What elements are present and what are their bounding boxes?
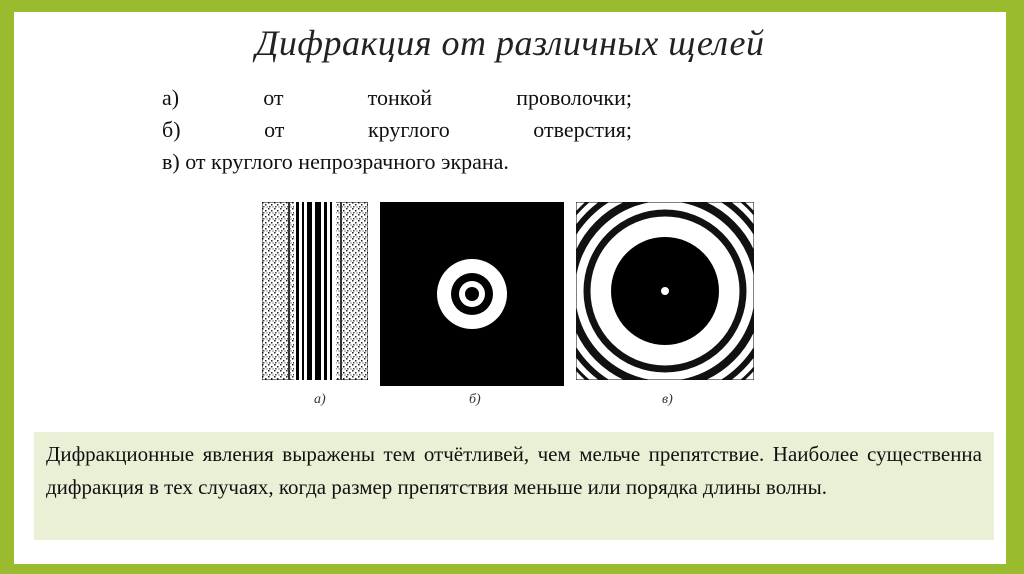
list-item-a-word3: проволочки; [516, 85, 632, 110]
figure-hole-pattern [380, 202, 564, 386]
case-list [162, 82, 632, 178]
figure-a-caption: а) [314, 392, 326, 407]
list-item-a [162, 82, 632, 114]
list-item-b-word3: отверстия; [533, 117, 632, 142]
figure-c-caption: в) [662, 392, 673, 407]
figure-disk-pattern [576, 202, 754, 380]
figure-wire-pattern [262, 202, 368, 380]
slide-title: Дифракция от различных щелей [255, 23, 765, 63]
conclusion-note: Дифракционные явления выражены тем отчётливей, чем мельче препятствие. Наиболее существенна дифракция в тех случаях, когда размер препятствия меньше или порядка длины волны. [34, 432, 994, 540]
list-item-b-word2: круглого [367, 117, 450, 142]
list-item-a-marker: а) [162, 85, 180, 110]
list-item-b-word1: от [264, 117, 285, 142]
list-item-b-marker: б) [162, 117, 181, 142]
slide [14, 12, 1006, 564]
figure-b-caption: б) [469, 392, 481, 407]
list-item-c: в) от круглого непрозрачного экрана. [162, 149, 509, 174]
list-item-a-word1: от [263, 85, 284, 110]
list-item-b [162, 114, 632, 146]
list-item-a-word2: тонкой [367, 85, 433, 110]
diffraction-figures [14, 202, 1006, 422]
